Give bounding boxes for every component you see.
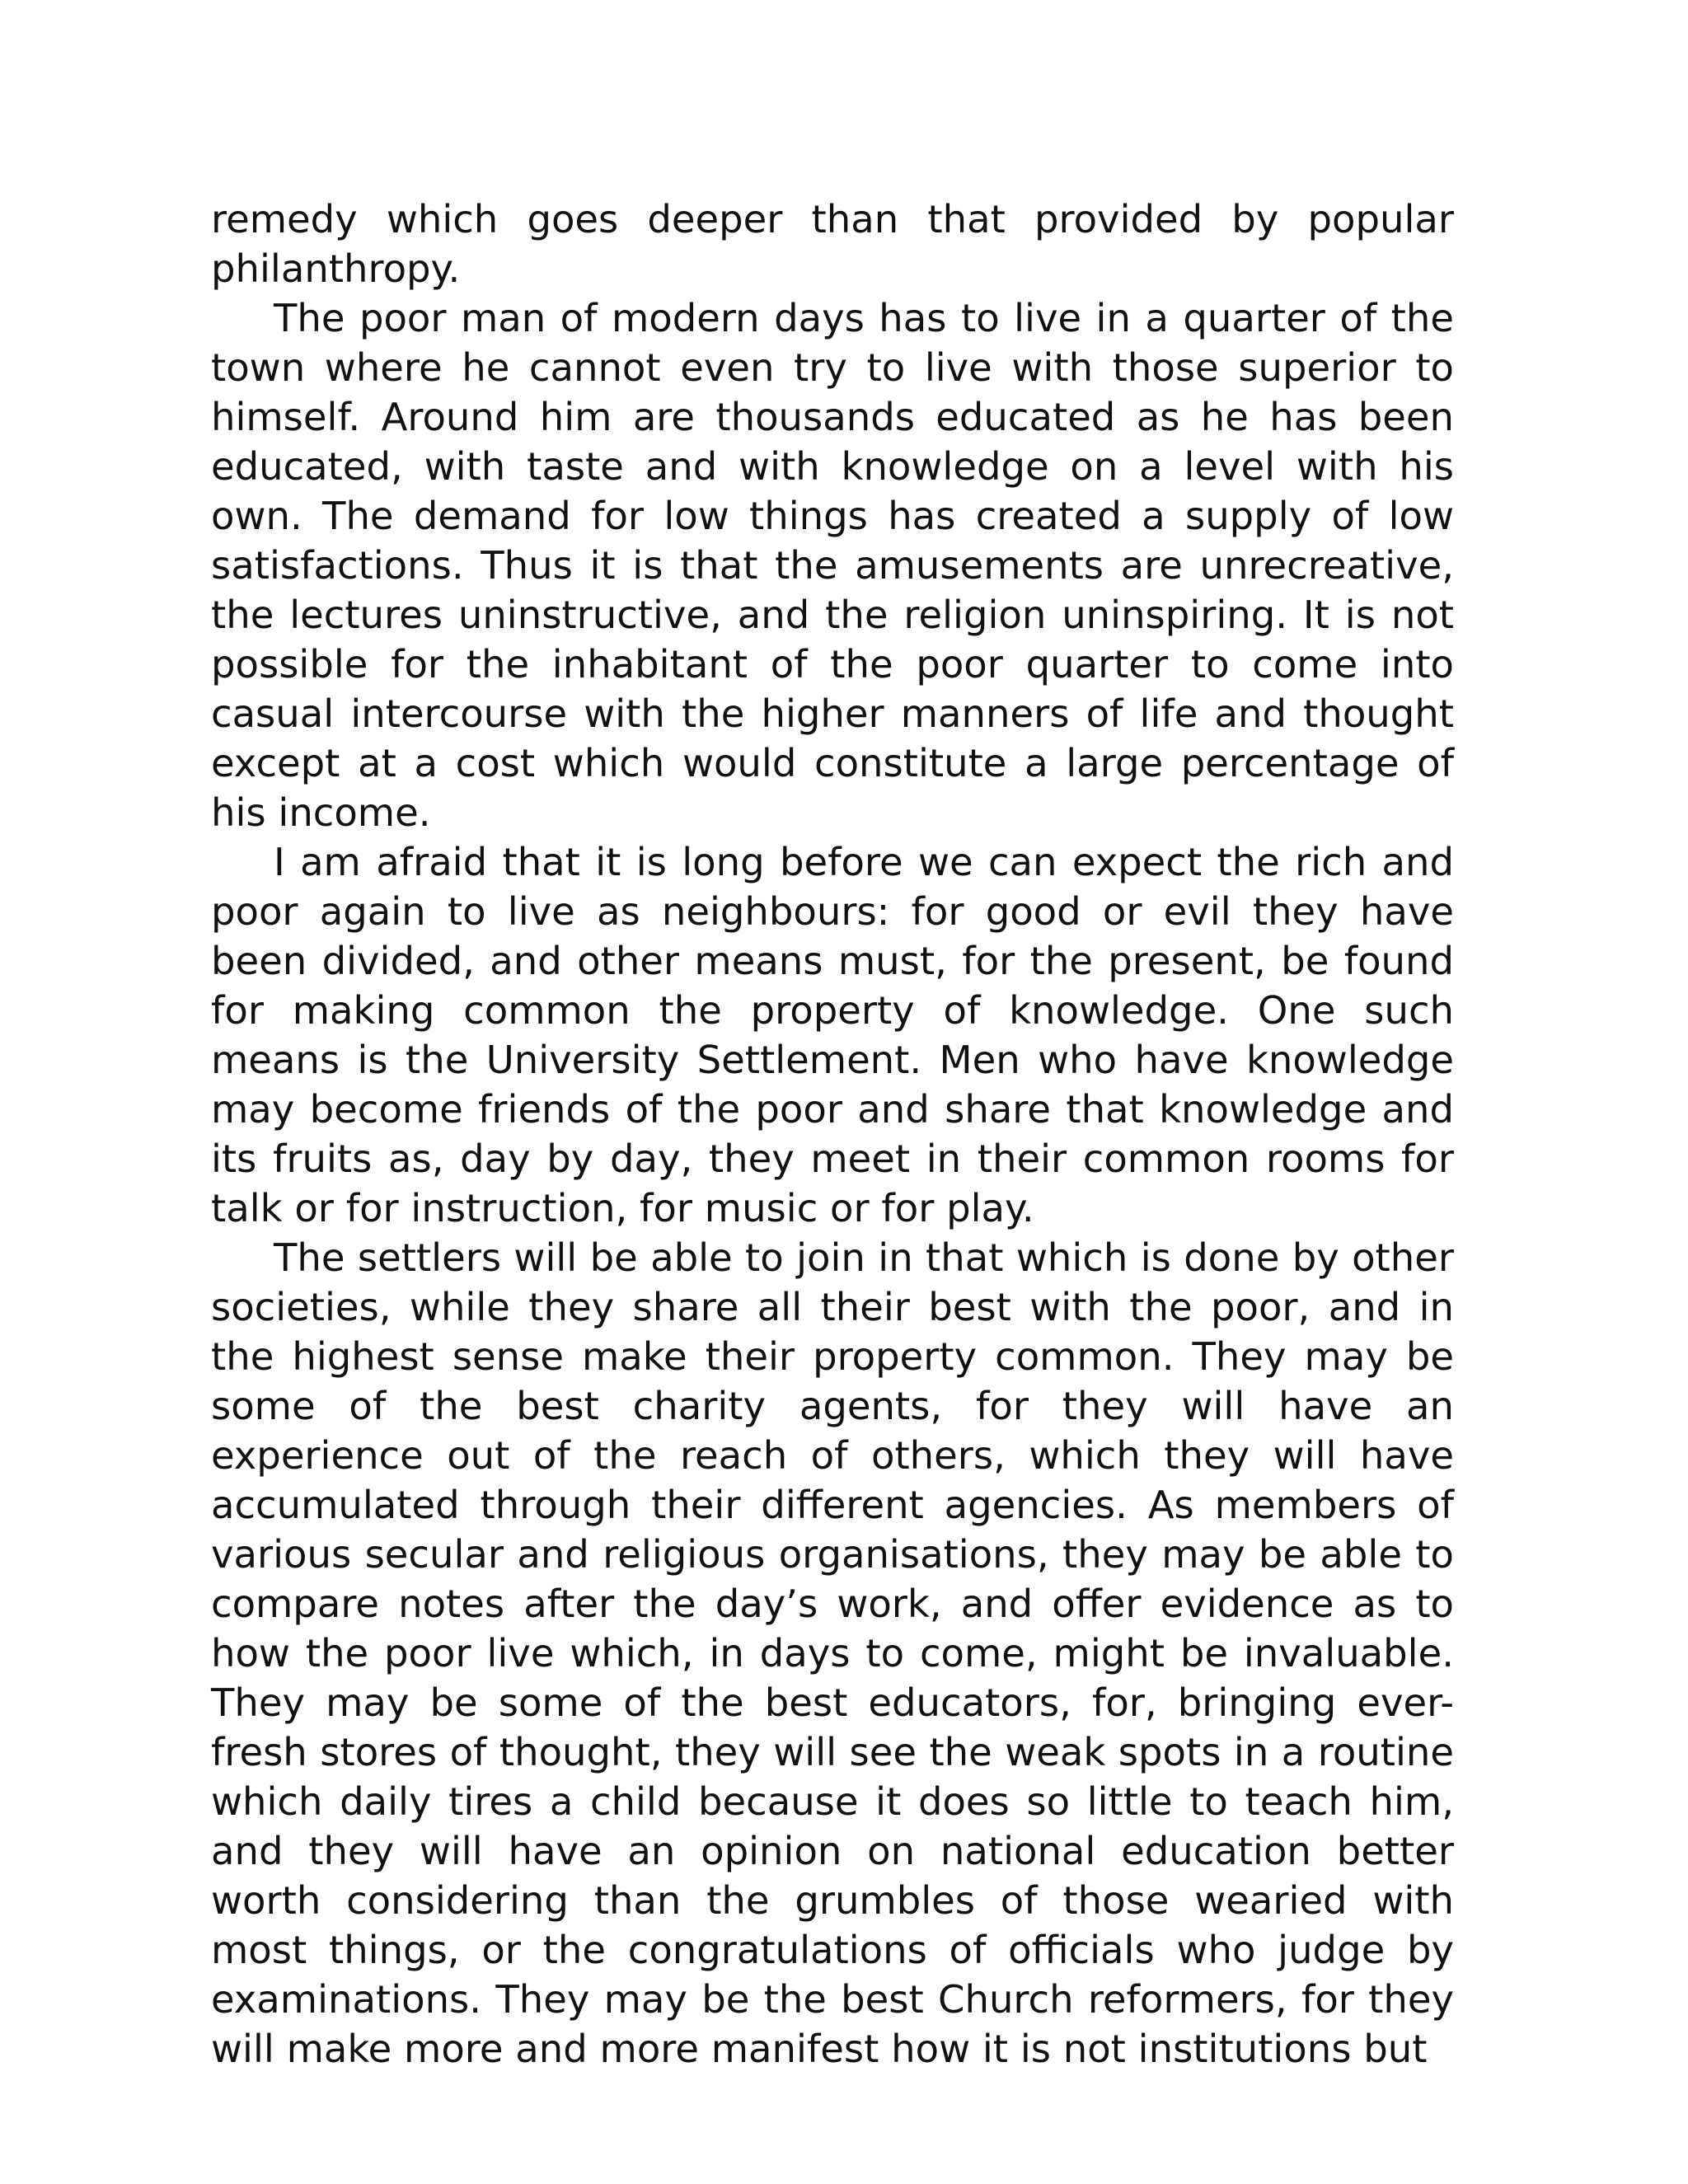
paragraph-rich-and-poor: I am afraid that it is long before we can expect the rich and poor again to live as neighbours: for good or evil they have been divided, and other means must, for the present, be found for making common the property of knowledge. One such means is the University Settlement. Men who have knowledge may become friends of the poor and share that knowledge and its fruits as, day by day, they meet in their common rooms for talk or for instruction, for music or for play. <box>211 840 1454 1230</box>
paragraph-poor-man: The poor man of modern days has to live in a quarter of the town where he cannot even try to live with those superior to himself. Around him are thousands educated as he has been educated, with taste and with knowledge on a level with his own. The demand for low things has created a supply of low satisfactions. Thus it is that the amusements are unrecreative, the lectures uninstructive, and the religion uninspiring. It is not possible for the inhabitant of the poor quarter to come into casual intercourse with the higher manners of life and thought except at a cost which would constitute a large percentage of his income. <box>211 296 1454 835</box>
paragraph-settlers: The settlers will be able to join in that which is done by other societies, while they share all their best with the poor, and in the highest sense make their property common. They may be some of the best charity agents, for they will have an experience out of the reach of others, which they will have accumulated through their different agencies. As members of various secular and religious organisations, they may be able to compare notes after the day’s work, and offer evidence as to how the poor live which, in days to come, might be invaluable. They may be some of the best educators, for, bringing ever-fresh stores of thought, they will see the weak spots in a routine which daily tires a child because it does so little to teach him, and they will have an opinion on national education better worth considering than the grumbles of those wearied with most things, or the congratulations of officials who judge by examinations. They may be the best Church reformers, for they will make more and more manifest how it is not institutions but <box>211 1235 1454 2071</box>
paragraph-continuation: remedy which goes deeper than that provided by popular philanthropy. <box>211 197 1454 291</box>
body-text <box>211 194 1454 2074</box>
